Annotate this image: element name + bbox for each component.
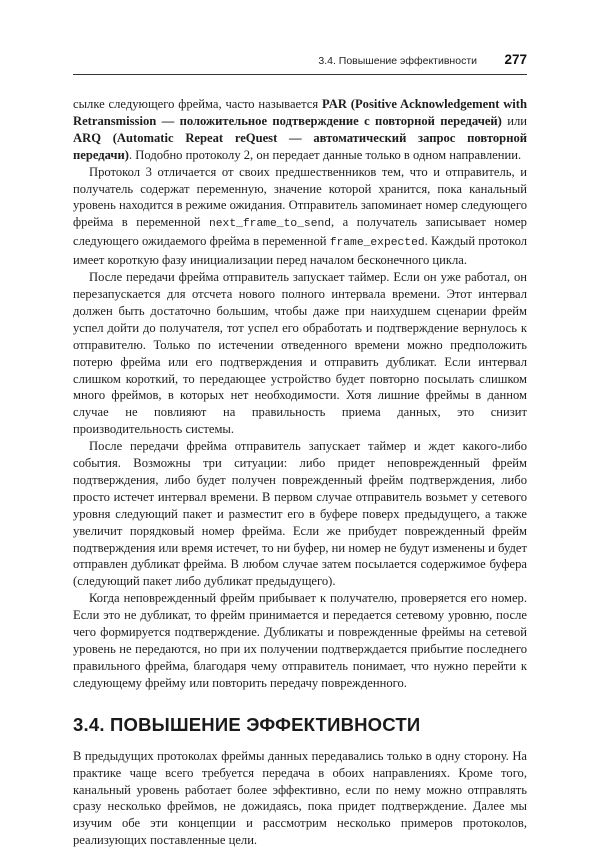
code-next-frame-to-send: next_frame_to_send [209, 218, 332, 231]
header-rule [73, 74, 527, 75]
page-body [73, 96, 527, 849]
paragraph-events: После передачи фрейма отправитель запускает таймер и ждет какого-либо события. Возможны три ситуации: либо придет неповрежденный фрейм подтверждения, либо будет получен поврежденный фрейм подтверждения, либо просто истечет интервал времени. В первом случае отправитель возьмет у сетевого уровня следующий пакет и разместит его в буфере поверх предыдущего, а также увеличит порядковый номер фрейма. Если же прибудет поврежденный фрейм подтверждения или время истечет, то ни буфер, ни номер не будут изменены и будет отправлен дубликат фрейма. В любом случае затем посылается содержимое буфера (следующий пакет либо дубликат предыдущего). [73, 439, 527, 589]
page-number: 277 [504, 52, 527, 67]
term-par: PAR (Positive Acknowledgement with Retransmission — положительное подтверждение с повторной передачей) [73, 97, 528, 128]
paragraph-receiver: Когда неповрежденный фрейм прибывает к получателю, проверяется его номер. Если это не дубликат, то фрейм принимается и передается сетевому уровню, после чего формируется подтверждение. Дубликаты и поврежденные фреймы на сетевой уровень не передаются, но при их получении подтверждается прибытие последнего правильного фрейма, благодаря чему отправитель понимает, что нужно перейти к следующему фрейму или повторить передачу поврежденного. [73, 591, 527, 690]
term-arq: ARQ (Automatic Repeat reQuest — автоматический запрос повторной передачи) [73, 130, 527, 162]
page-header [73, 52, 527, 70]
text-run: . Каждый протокол имеет короткую фазу инициализации перед началом бесконечного цикла. [73, 234, 527, 268]
paragraph-protocol3 [73, 164, 527, 269]
code-frame-expected: frame_expected [329, 237, 425, 250]
section-heading: 3.4. ПОВЫШЕНИЕ ЭФФЕКТИВНОСТИ [73, 713, 421, 735]
text-run: или [501, 113, 528, 128]
paragraph-section-intro: В предыдущих протоколах фреймы данных передавались только в одну сторону. На практике чаще всего требуется передача в обоих направлениях. Кроме того, канальный уровень работает более эффективно, если по нему можно отправлять сразу несколько фреймов, не дожидаясь, пока придет подтверждение. Далее мы изучим обе эти концепции и рассмотрим несколько примеров протоколов, реализующих поставленные цели. [73, 748, 527, 848]
text-run: , а получатель записывает номер следующего ожидаемого фрейма в переменной [73, 215, 527, 249]
running-title: 3.4. Повышение эффективности [318, 55, 477, 67]
paragraph-timer: После передачи фрейма отправитель запускает таймер. Если он уже работал, он перезапускается для отсчета нового полного интервала времени. Этот интервал должен быть достаточно большим, чтобы даже при наихудшем сценарии фрейм успел дойти до получателя, тот успел его обработать и подтверждение вернулось к отправителю. Только по истечении отведенного времени можно предположить потерю фрейма или его подтверждения и отправить дубликат. Если интервал слишком короткий, то передающее устройство будет повторно посылать слишком много фреймов, в которых нет необходимости. Хотя лишние фреймы в данном случае не повлияют на правильность приема данных, это снизит производительность системы. [73, 270, 527, 437]
text-run: Протокол 3 отличается от своих предшественников тем, что и отправитель, и получатель содержат переменную, значение которой хранится, пока канальный уровень находится в режиме ожидания. Отправитель запоминает номер следующего фрейма в переменной [73, 164, 527, 230]
text-run: . Подобно протоколу 2, он передает данные только в одном направлении. [129, 147, 522, 162]
paragraph-par-arq [73, 96, 527, 164]
text-run: сылке следующего фрейма, часто называется [73, 97, 322, 111]
